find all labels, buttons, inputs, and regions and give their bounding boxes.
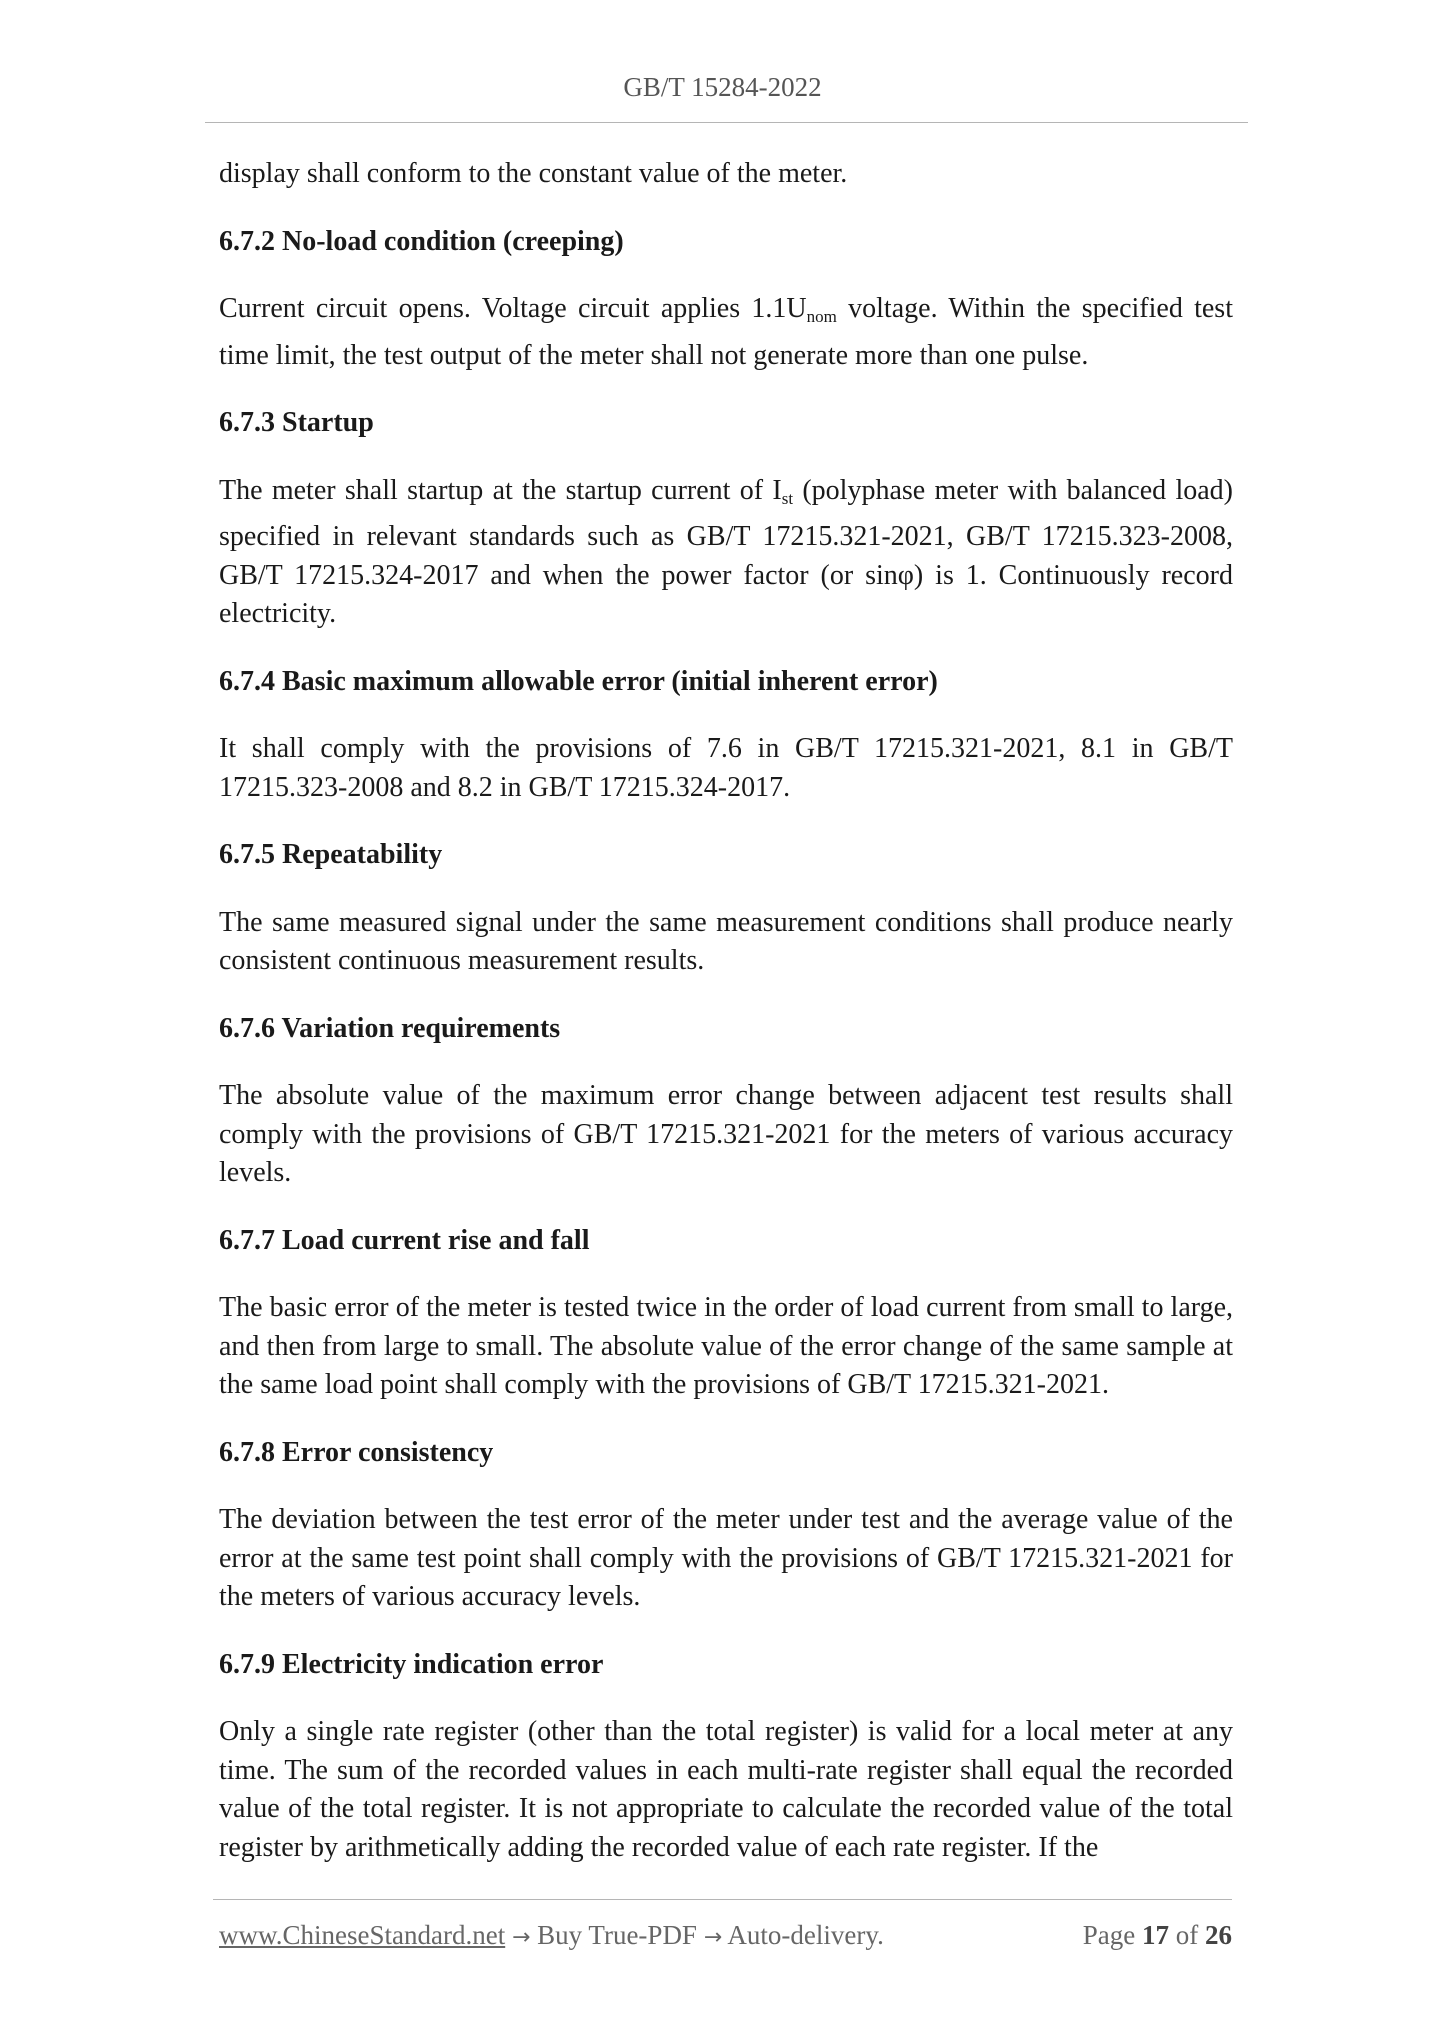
page-label: Page <box>1082 1920 1136 1950</box>
section-6-7-7-heading: 6.7.7 Load current rise and fall <box>219 1224 590 1256</box>
section-6-7-6-heading: 6.7.6 Variation requirements <box>219 1012 561 1044</box>
intro-paragraph: display shall conform to the constant value of the meter. <box>219 158 848 189</box>
section-6-7-2-heading: 6.7.2 No-load condition (creeping) <box>219 225 624 257</box>
page-footer <box>219 1920 1232 1951</box>
section-6-7-5-heading: 6.7.5 Repeatability <box>219 839 443 870</box>
section-6-7-4-text: It shall comply with the provisions of 7.6 in GB/T 17215.321-2021, 8.1 in GB/T 17215.323-2008 and 8.2 in GB/T 17215.324-2017. <box>219 733 1233 803</box>
document-body <box>219 155 1233 1867</box>
footer-divider <box>213 1899 1232 1900</box>
section-6-7-9-heading: 6.7.9 Electricity indication error <box>219 1648 604 1680</box>
section-6-7-8-text: The deviation between the test error of the meter under test and the average value of the error at the same test point shall comply with the provisions of GB/T 17215.321-2021 for the meters of various accuracy levels. <box>219 1504 1233 1612</box>
document-code-header: GB/T 15284-2022 <box>623 72 822 102</box>
section-6-7-4-heading: 6.7.4 Basic maximum allowable error (initial inherent error) <box>219 665 938 697</box>
section-6-7-3-heading: 6.7.3 Startup <box>219 407 374 438</box>
section-6-7-6-text: The absolute value of the maximum error change between adjacent test results shall comply with the provisions of GB/T 17215.321-2021 for the meters of various accuracy levels. <box>219 1080 1233 1188</box>
arrow-right-icon: → <box>703 1925 723 1950</box>
footer-left <box>219 1920 884 1951</box>
section-6-7-5-text: The same measured signal under the same measurement conditions shall produce nearly consistent continuous measurement results. <box>219 906 1233 976</box>
arrow-right-icon: → <box>511 1925 531 1950</box>
subscript-nom: nom <box>806 307 837 326</box>
total-page-number: 26 <box>1205 1920 1232 1950</box>
website-link[interactable]: www.ChineseStandard.net <box>219 1920 506 1950</box>
buy-true-pdf-text: Buy True-PDF <box>537 1920 697 1950</box>
section-6-7-2-text: Current circuit opens. Voltage circuit applies $1.1U_{nom}$ voltage. Within the specified test time limit, the test output of the meter shall not generate more than one pulse. <box>219 293 1233 371</box>
auto-delivery-text: Auto-delivery. <box>727 1920 884 1950</box>
subscript-st: st <box>781 488 794 508</box>
section-6-7-7-text: The basic error of the meter is tested twice in the order of load current from small to large, and then from large to small. The absolute value of the error change of the same sample at the same load point shall comply with the provisions of GB/T 17215.321-2021. <box>219 1292 1233 1400</box>
section-6-7-3-text: The meter shall startup at the startup current of $I_{st}$ (polyphase meter with balanced load) specified in relevant standards such as GB/T 17215.321-2021, GB/T 17215.323-2008, GB/T 17215.324-2017 and when the power factor (or sinφ) is 1. Continuously record electricity. <box>219 474 1233 629</box>
page-indicator <box>1083 1920 1232 1951</box>
of-label: of <box>1175 1920 1199 1950</box>
header-divider <box>205 122 1248 123</box>
section-6-7-9-text: Only a single rate register (other than the total register) is valid for a local meter at any time. The sum of the recorded values in each multi-rate register shall equal the recorded value of the total register. It is not appropriate to calculate the recorded value of the total register by arithmetically adding the recorded value of each rate register. If the <box>219 1716 1233 1863</box>
section-6-7-8-heading: 6.7.8 Error consistency <box>219 1436 494 1468</box>
current-page-number: 17 <box>1142 1920 1169 1950</box>
